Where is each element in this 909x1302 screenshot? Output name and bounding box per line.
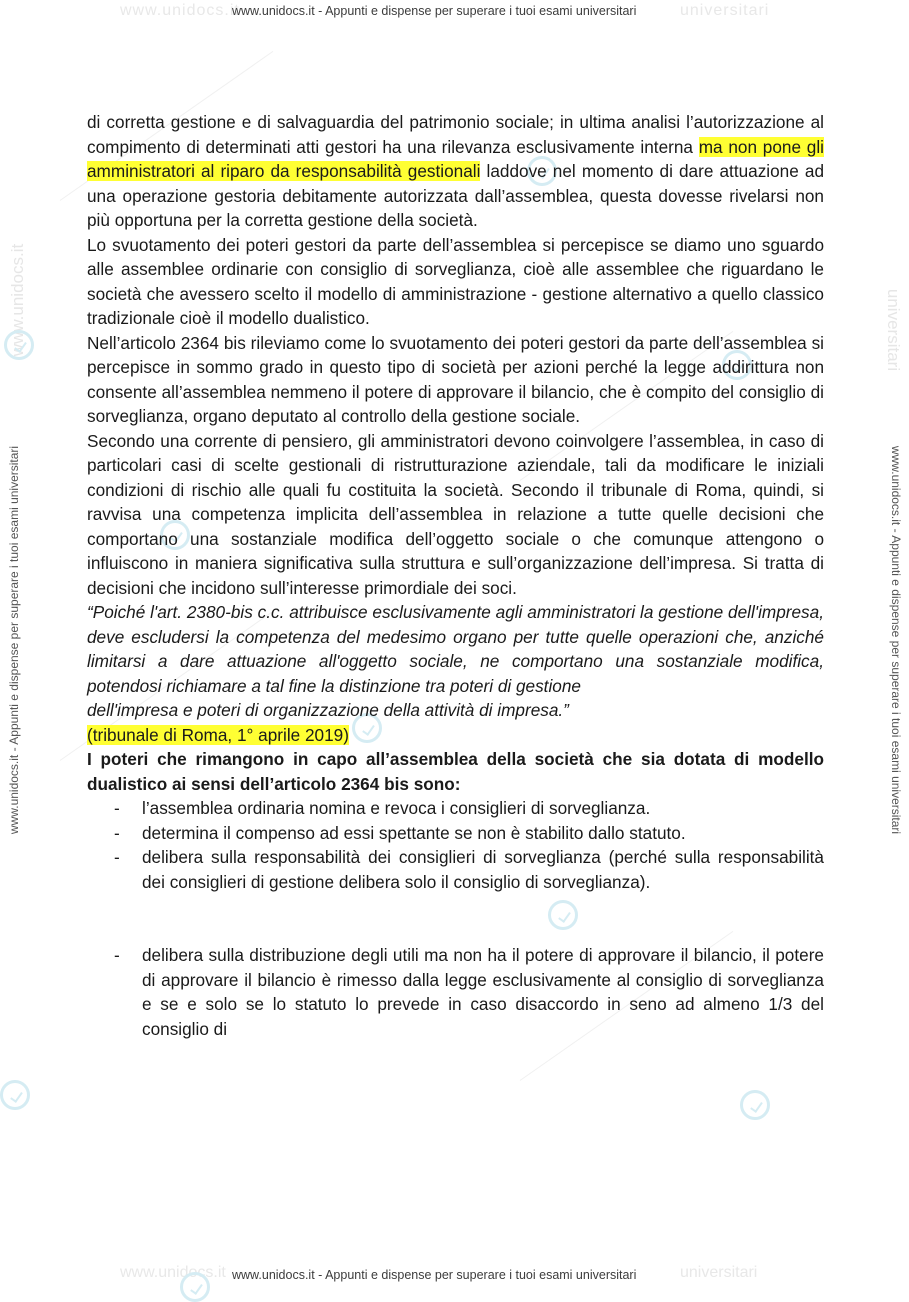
list-dash: - (114, 822, 120, 843)
paragraph-4: Secondo una corrente di pensiero, gli amministratori devono coinvolgere l’assemblea, in caso di particolari casi di scelte gestionali di ristrutturazione aziendale, tali da modificare le iniziali condizioni di rischio alle quali fu costituita la società. Secondo il tribunale di Roma, quindi, si ravvisa una competenza implicita dell’assemblea in relazione a tutte quelle decisioni che comportano una sostanziale modifica dell’oggetto sociale o che comunque attengono o influiscono in maniera significativa sulla struttura e sull’organizzazione dell’impresa. Si tratta di decisioni che incidono sull’interesse primordiale dei soci. (87, 430, 824, 598)
paragraph-1-text-b: laddove nel momento di dare attuazione ad una operazione gestoria debitamente autorizzata dall’assemblea, questa dovesse rivelarsi non più opportuna per la corretta gestione della società. (87, 161, 824, 230)
watermark-right-ghost: universitari (884, 288, 903, 372)
list-item-text: l’assemblea ordinaria nomina e revoca i consiglieri di sorveglianza. (142, 798, 651, 818)
unidocs-logo-icon (740, 1090, 770, 1120)
paragraph-1 (87, 110, 824, 233)
citation-highlight: (tribunale di Roma, 1° aprile 2019) (87, 724, 349, 745)
paragraph-2: Lo svuotamento dei poteri gestori da parte dell’assemblea si percepisce se diamo uno sguardo alle assemblee ordinarie con consiglio di sorveglianza, cioè alle assemblee che riguardano le società che avessero scelto il modello di amministrazione - gestione alternativo a quello classico tradizionale cioè il modello dualistico. (87, 234, 824, 328)
quote-text: “Poiché l'art. 2380-bis c.c. attribuisce esclusivamente agli amministratori la gestione dell'impresa, deve escludersi la competenza del medesimo organo per tutte quelle operazioni che, anziché limitarsi a dare attuazione all'oggetto sociale, ne comportano una sostanziale modifica, potendosi richiamare a tal fine la distinzione tra poteri di gestione (87, 602, 824, 696)
list-dash: - (114, 798, 120, 818)
watermark-bottom-ghost-right: universitari (680, 1264, 758, 1281)
watermark-top-ghost: www.unidocs.it (120, 2, 240, 19)
list-item (87, 943, 824, 1041)
citation (87, 723, 824, 748)
watermark-left-ghost: www.unidocs.it (8, 243, 27, 357)
watermark-bottom-ghost: www.unidocs.it (120, 1264, 226, 1281)
list-item-text: determina il compenso ad essi spettante se non è stabilito dallo statuto. (142, 822, 686, 843)
watermark-top-ghost-right: universitari (680, 2, 770, 19)
list-item-text: delibera sulla responsabilità dei consiglieri di sorveglianza (perché sulla responsabilità dei consiglieri di gestione delibera solo il consiglio di sorveglianza). (142, 847, 824, 892)
list-spacer (87, 894, 824, 943)
list-item (87, 845, 824, 894)
list-dash: - (114, 945, 120, 965)
list-dash: - (114, 847, 120, 867)
quote-text-end: dell'impresa e poteri di organizzazione della attività di impresa.” (87, 700, 569, 720)
watermark-top: www.unidocs.it - Appunti e dispense per superare i tuoi esami universitari (232, 4, 637, 18)
bold-heading: I poteri che rimangono in capo all’assemblea della società che sia dotata di modello dualistico ai sensi dell’articolo 2364 bis sono: (87, 749, 824, 794)
paragraph-3: Nell’articolo 2364 bis rileviamo come lo svuotamento dei poteri gestori da parte dell’assemblea si percepisce in sommo grado in questo tipo di società per azioni perché la legge addirittura non consente all’assemblea nemmeno il potere di approvare il bilancio, che è compito del consiglio di sorveglianza, organo deputato al controllo della gestione sociale. (87, 332, 824, 426)
list-item (87, 821, 824, 846)
unidocs-logo-icon (4, 330, 34, 360)
paragraph-1-text-a: di corretta gestione e di salvaguardia del patrimonio sociale; in ultima analisi l’autorizzazione al compimento di determinati atti gestori ha una rilevanza esclusivamente interna (87, 112, 824, 157)
document-body (87, 110, 824, 1041)
watermark-bottom: www.unidocs.it - Appunti e dispense per superare i tuoi esami universitari (232, 1268, 637, 1282)
list-item-text: delibera sulla distribuzione degli utili ma non ha il potere di approvare il bilancio, il potere di approvare il bilancio è rimesso dalla legge esclusivamente al consiglio di sorveglianza e se e solo se lo statuto lo prevede in caso disaccordo in seno ad almeno 1/3 del consiglio di (142, 945, 824, 1039)
powers-list (87, 796, 824, 1041)
highlighted-text: ma non pone gli amministratori al riparo da responsabilità gestionali (87, 136, 825, 181)
list-item (87, 796, 824, 821)
watermark-left: www.unidocs.it - Appunti e dispense per superare i tuoi esami universitari (7, 445, 21, 835)
unidocs-logo-icon (0, 1080, 30, 1110)
unidocs-logo-icon (180, 1272, 210, 1302)
watermark-right: www.unidocs.it - Appunti e dispense per superare i tuoi esami universitari (889, 445, 903, 835)
